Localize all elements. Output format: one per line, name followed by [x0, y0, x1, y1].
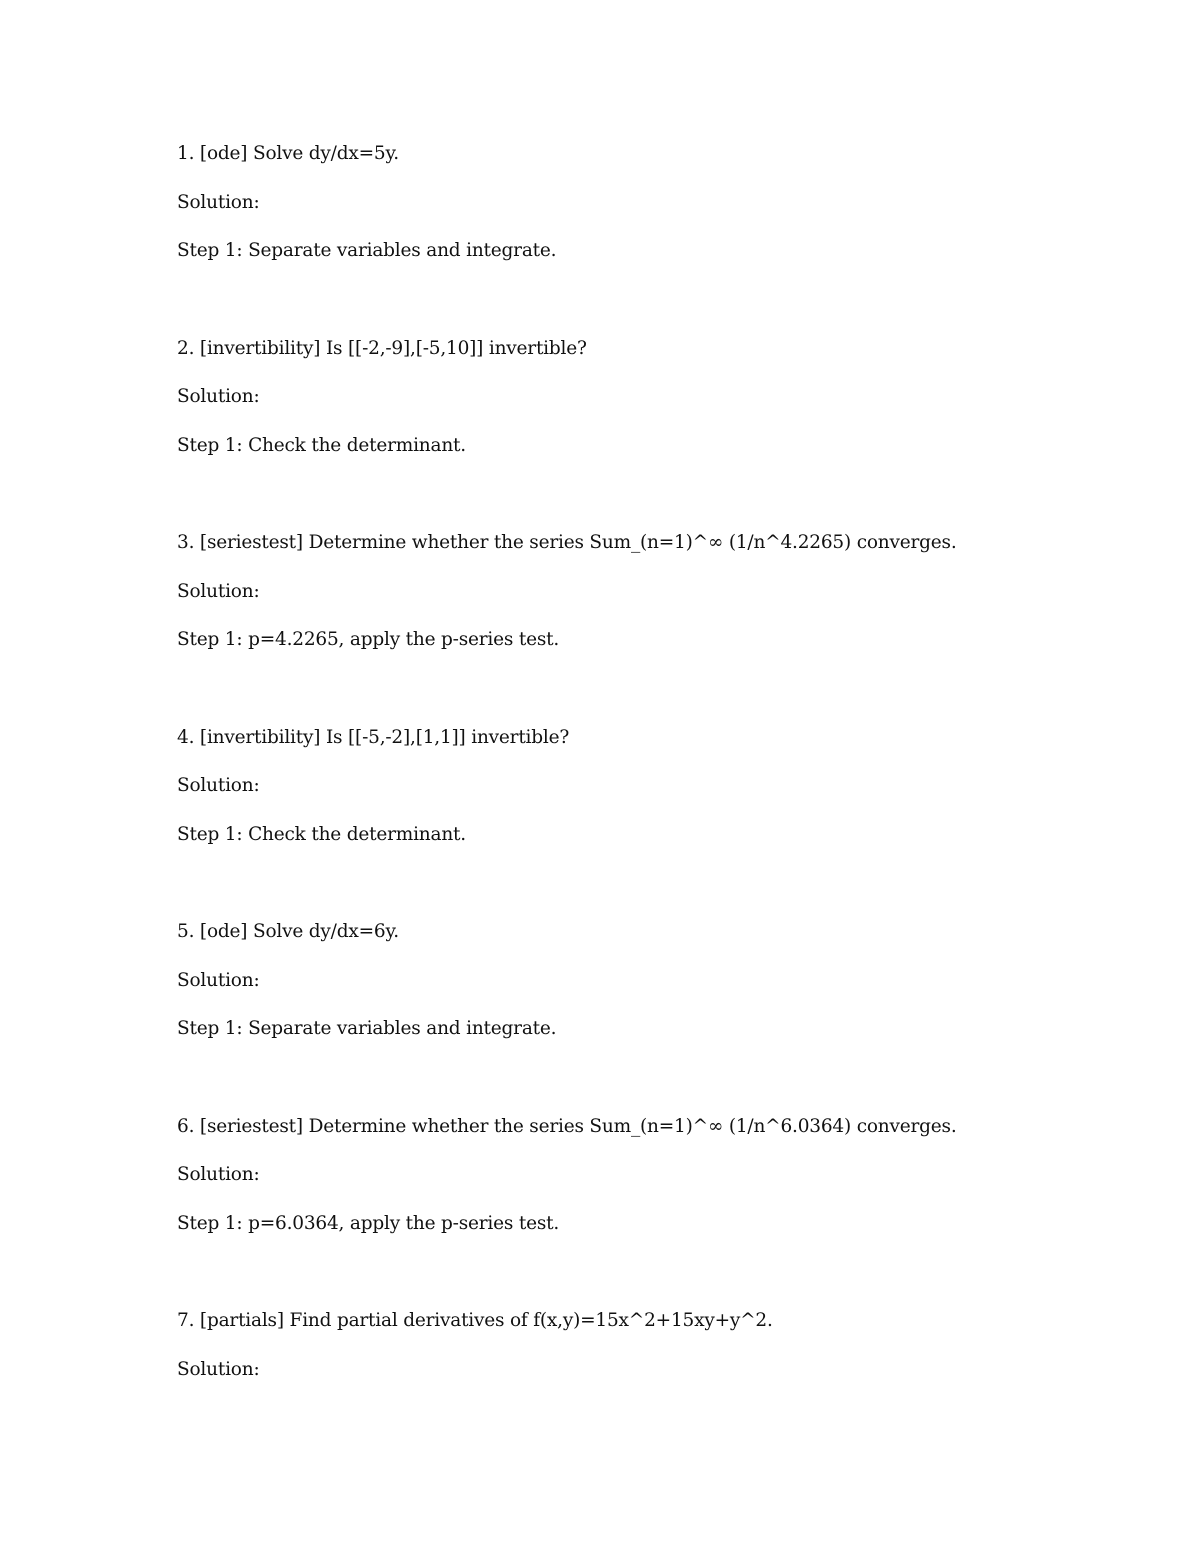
problem-question: 1. [ode] Solve dy/dx=5y.: [177, 143, 399, 164]
problem-question: 3. [seriestest] Determine whether the series Sum_(n=1)^∞ (1/n^4.2265) converges.: [177, 532, 957, 553]
solution-label: Solution:: [177, 1358, 260, 1380]
solution-label: Solution:: [177, 191, 260, 213]
solution-label: Solution:: [177, 969, 260, 991]
solution-label: Solution:: [177, 775, 260, 797]
solution-step: Step 1: Check the determinant.: [177, 434, 466, 456]
problem-3: [177, 531, 1077, 726]
problem-question: 6. [seriestest] Determine whether the series Sum_(n=1)^∞ (1/n^6.0364) converges.: [177, 1115, 957, 1137]
solution-step: Step 1: Check the determinant.: [177, 823, 466, 845]
problem-question: 5. [ode] Solve dy/dx=6y.: [177, 921, 399, 942]
solution-label: Solution:: [177, 1164, 260, 1186]
problem-1: [177, 142, 1077, 337]
problem-5: [177, 920, 1077, 1115]
solution-label: Solution:: [177, 386, 260, 408]
problem-7: [177, 1309, 1077, 1504]
problem-list: [177, 142, 1077, 1504]
solution-step: Step 1: Separate variables and integrate.: [177, 1018, 557, 1040]
problem-4: [177, 726, 1077, 921]
solution-step: Step 1: p=6.0364, apply the p-series test.: [177, 1212, 560, 1234]
solution-label: Solution:: [177, 580, 260, 602]
solution-step: Step 1: Separate variables and integrate.: [177, 240, 557, 262]
problem-6: [177, 1115, 1077, 1310]
problem-question: 7. [partials] Find partial derivatives of f(x,y)=15x^2+15xy+y^2.: [177, 1310, 773, 1331]
solution-step: Step 1: p=4.2265, apply the p-series test.: [177, 629, 560, 651]
problem-question: 2. [invertibility] Is [[-2,-9],[-5,10]] invertible?: [177, 337, 587, 359]
problem-question: 4. [invertibility] Is [[-5,-2],[1,1]] invertible?: [177, 726, 570, 748]
problem-2: [177, 337, 1077, 532]
